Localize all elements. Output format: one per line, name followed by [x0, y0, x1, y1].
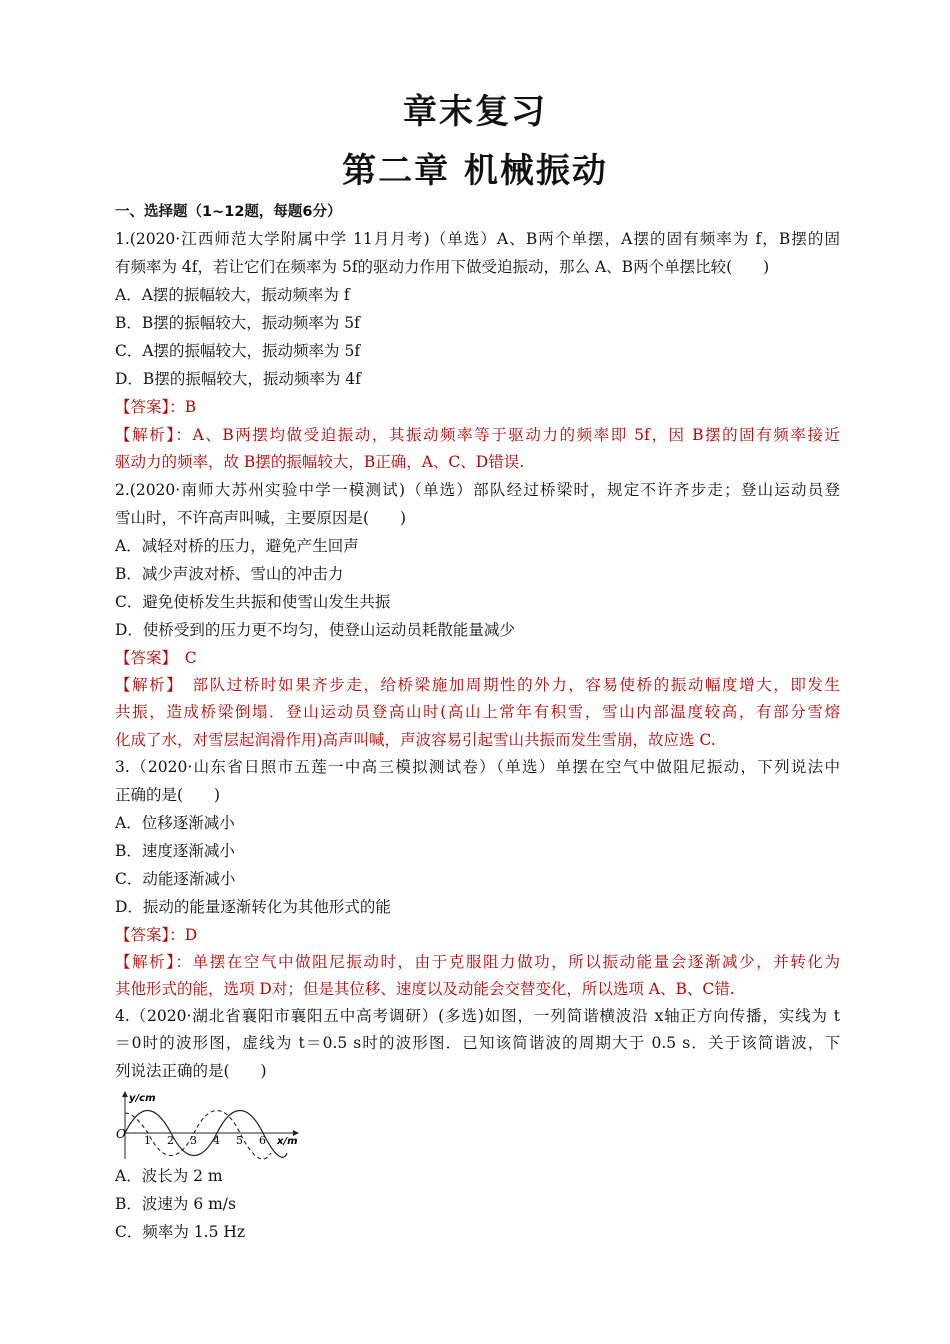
q1-analysis-line1: 【解析】：A、B两摆均做受迫振动，其振动频率等于驱动力的频率即 5f，因 B摆的固有频率接近 [115, 426, 840, 444]
q1-option-b: B．B摆的振幅较大，振动频率为 5f [115, 314, 360, 332]
q2-analysis-line1: 【解析】 部队过桥时如果齐步走，给桥梁施加周期性的外力，容易使桥的振动幅度增大，即发生 [115, 676, 840, 694]
q1-analysis-line2: 驱动力的频率，故 B摆的振幅较大，B正确，A、C、D错误. [115, 453, 525, 471]
q4-option-c: C．频率为 1.5 Hz [115, 1223, 246, 1241]
q2-option-a: A．减轻对桥的压力，避免产生回声 [115, 537, 359, 555]
q3-option-b: B．速度逐渐减小 [115, 842, 235, 860]
q2-stem-line1: 2.(2020·南师大苏州实验中学一模测试)（单选）部队经过桥梁时，规定不许齐步走；登山运动员登 [115, 481, 840, 499]
page-title: 章末复习 [403, 92, 547, 132]
q2-option-c: C．避免使桥发生共振和使雪山发生共振 [115, 593, 391, 611]
y-axis-label: y/cm [129, 1093, 156, 1104]
q1-stem-line1: 1.(2020·江西师范大学附属中学 11月月考)（单选）A、B两个单摆，A摆的固有频率为 f，B摆的固 [115, 230, 840, 248]
q2-option-d: D．使桥受到的压力更不均匀，使登山运动员耗散能量减少 [115, 621, 515, 639]
q3-analysis-line1: 【解析】：单摆在空气中做阻尼振动时，由于克服阻力做功，所以振动能量会逐渐减少，并转化为 [115, 953, 840, 971]
q3-stem-line2: 正确的是( ) [115, 786, 221, 804]
x-tick-label: 3 [190, 1134, 197, 1147]
wave-figure [115, 1089, 305, 1161]
chapter-title: 第二章 机械振动 [342, 151, 608, 191]
x-tick-label: 6 [259, 1134, 266, 1147]
x-tick-label: 5 [236, 1134, 243, 1147]
section-heading: 一、选择题（1~12题，每题6分） [115, 204, 342, 220]
q3-stem-line1: 3.（2020·山东省日照市五莲一中高三模拟测试卷）（单选）单摆在空气中做阻尼振动，下列说法中 [115, 758, 840, 776]
x-tick-label: 4 [213, 1134, 220, 1147]
x-tick-label: 2 [167, 1134, 174, 1147]
q4-stem-line1: 4.（2020·湖北省襄阳市襄阳五中高考调研）(多选)如图，一列简谐横波沿 x轴正方向传播，实线为 t [115, 1007, 840, 1025]
origin-label: O [116, 1127, 126, 1141]
q1-option-a: A．A摆的振幅较大，振动频率为 f [115, 286, 350, 304]
q4-option-a: A．波长为 2 m [115, 1167, 223, 1185]
q2-answer: 【答案】 C [115, 649, 197, 667]
q2-option-b: B．减少声波对桥、雪山的冲击力 [115, 565, 344, 583]
q4-stem-line2: ＝0时的波形图，虚线为 t＝0.5 s时的波形图．已知该简谐波的周期大于 0.5 s．关于该简谐波，下 [115, 1034, 840, 1052]
x-axis-label: x/m [277, 1136, 298, 1147]
q1-option-d: D．B摆的振幅较大，振动频率为 4f [115, 370, 361, 388]
q3-answer: 【答案】：D [115, 926, 198, 944]
q1-option-c: C．A摆的振幅较大，振动频率为 5f [115, 342, 361, 360]
q3-option-a: A．位移逐渐减小 [115, 814, 235, 832]
q1-stem-line2: 有频率为 4f，若让它们在频率为 5f的驱动力作用下做受迫振动，那么 A、B两个单摆比较( ) [115, 258, 770, 276]
q1-answer: 【答案】：B [115, 398, 197, 416]
q4-option-b: B．波速为 6 m/s [115, 1195, 236, 1213]
q3-option-c: C．动能逐渐减小 [115, 870, 236, 888]
q2-analysis-line3: 化成了水，对雪层起润滑作用)高声叫喊，声波容易引起雪山共振而发生雪崩，故应选 C. [115, 731, 716, 749]
x-tick-label: 1 [144, 1134, 151, 1147]
q2-analysis-line2: 共振，造成桥梁倒塌．登山运动员登高山时(高山上常年有积雪，雪山内部温度较高，有部分雪熔 [115, 703, 840, 721]
q3-analysis-line2: 其他形式的能，选项 D对；但是其位移、速度以及动能会交替变化，所以选项 A、B、C错. [115, 980, 735, 998]
q2-stem-line2: 雪山时，不许高声叫喊，主要原因是( ) [115, 509, 407, 527]
q4-stem-line3: 列说法正确的是( ) [115, 1062, 267, 1080]
q3-option-d: D．振动的能量逐渐转化为其他形式的能 [115, 898, 391, 916]
y-axis-arrow [122, 1091, 128, 1097]
